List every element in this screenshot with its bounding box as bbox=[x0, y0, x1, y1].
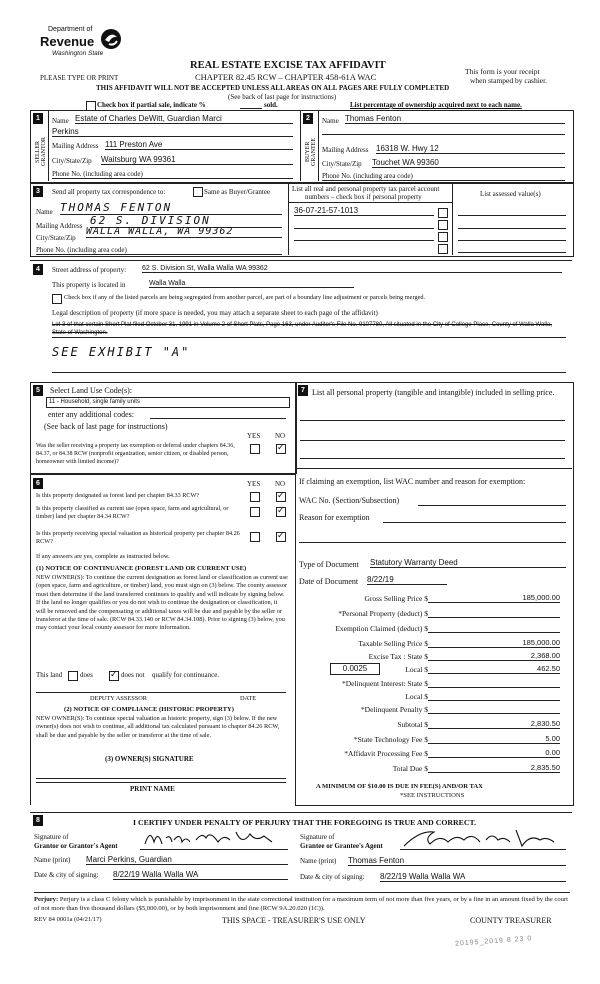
parcel-1-personal-checkbox[interactable] bbox=[438, 208, 448, 218]
percent-note: List percentage of ownership acquired next to each name. bbox=[350, 101, 522, 109]
forest-land-question: Is this property designated as forest land per chapter 84.33 RCW? bbox=[36, 492, 200, 499]
tax-name-field[interactable]: THOMAS FENTON bbox=[60, 201, 282, 215]
state-technology-fee-label: *State Technology Fee $ bbox=[353, 735, 428, 744]
wac-label: WAC No. (Section/Subsection) bbox=[299, 496, 400, 505]
exemption-no-checkbox[interactable] bbox=[276, 444, 286, 454]
section-5-yes: YES bbox=[247, 432, 261, 440]
forest-no-checkbox[interactable] bbox=[276, 492, 286, 502]
forest-yes-checkbox[interactable] bbox=[250, 492, 260, 502]
buyer-name-label: Name bbox=[322, 117, 339, 125]
seller-city-field[interactable]: Waitsburg WA 99361 bbox=[101, 155, 293, 165]
personal-property-label: List all personal property (tangible and intangible) included in selling price. bbox=[312, 388, 555, 397]
buyer-city-field[interactable]: Touchet WA 99360 bbox=[372, 158, 565, 168]
receipt-note-2: when stamped by cashier. bbox=[470, 76, 548, 85]
document-date-field[interactable]: 8/22/19 bbox=[367, 575, 447, 585]
seller-mailing-label: Mailing Address bbox=[52, 142, 99, 150]
historic-question: Is this property receiving special valuation as historical property per chapter 84.26 RCW? bbox=[36, 530, 240, 545]
see-instructions-note: *SEE INSTRUCTIONS bbox=[400, 792, 465, 799]
tax-city-field[interactable]: WALLA WALLA, WA 99362 bbox=[86, 226, 282, 238]
see-exhibit-note: SEE EXHIBIT "A" bbox=[52, 345, 191, 359]
exemption-claimed-value[interactable] bbox=[428, 623, 560, 633]
document-date-label: Date of Document bbox=[299, 577, 359, 586]
parcel-list-header-2: numbers – check box if personal property bbox=[305, 193, 422, 201]
excise-state-label: Excise Tax : State $ bbox=[368, 652, 428, 661]
deputy-date-label: DATE bbox=[240, 695, 257, 702]
personal-property-deduct-label: *Personal Property (deduct) $ bbox=[338, 609, 428, 618]
treasurer-stamp: 20195_2019 8 23 0 bbox=[454, 935, 533, 948]
form-chapter: CHAPTER 82.45 RCW – CHAPTER 458-61A WAC bbox=[195, 72, 377, 82]
subtotal-value[interactable]: 2,830.50 bbox=[428, 719, 560, 729]
assessed-value-2[interactable] bbox=[458, 228, 566, 229]
section-4-badge: 4 bbox=[33, 264, 43, 275]
logo bbox=[40, 26, 110, 66]
taxable-selling-label: Taxable Selling Price $ bbox=[358, 639, 428, 648]
seller-phone-field[interactable]: Phone No. (including area code) bbox=[52, 170, 293, 179]
seller-name-field[interactable]: Estate of Charles DeWitt, Guardian Marci bbox=[75, 114, 293, 124]
partial-sale-label: Check box if partial sale, indicate % bbox=[97, 101, 206, 109]
taxable-selling-value[interactable]: 185,000.00 bbox=[428, 638, 560, 648]
perjury-text: Perjury is a class C felony which is punishable by imprisonment in the state correctional institution for a maximum term of not more than five years, or by a fine in an amount fixed by the court of not more than five thousand dollars ($5,000.00), or by both imprisonment and fine (RCW 9A.20.020 (1C)). bbox=[34, 896, 568, 912]
total-due-label: Total Due $ bbox=[392, 764, 428, 773]
section-3-badge: 3 bbox=[33, 186, 43, 197]
compliance-text: NEW OWNER(S): To continue special valuation as historic property, sign (3) below. If the new owner(s) does not wish to continue, all additional tax calculated pursuant to chapter 84.26 RCW, shall be due and payable by the seller or transferor at the time of sale. bbox=[36, 715, 280, 739]
current-use-no-checkbox[interactable] bbox=[276, 507, 286, 517]
legal-description-field[interactable]: Lot 3 of that certain Short Plat filed October 31, 1991 in Volume 2 of Short Plats, Page 163, under Auditor's File No. 9107780, All situated in the City of College Place, County of Walla Walla, State of Washington. bbox=[52, 321, 566, 338]
parcel-3-personal-checkbox[interactable] bbox=[438, 232, 448, 242]
grantor-date-city-label: Date & city of signing: bbox=[34, 871, 99, 879]
assessed-value-3[interactable] bbox=[458, 240, 566, 241]
buyer-mailing-label: Mailing Address bbox=[322, 146, 369, 154]
same-as-buyer-checkbox[interactable] bbox=[193, 187, 203, 197]
section-8-badge: 8 bbox=[33, 815, 43, 826]
total-due-value[interactable]: 2,835.50 bbox=[428, 763, 560, 773]
revision-number: REV 84 0001a (04/21/17) bbox=[34, 916, 102, 923]
located-in-label: This property is located in bbox=[52, 281, 126, 289]
historic-yes-checkbox[interactable] bbox=[250, 532, 260, 542]
grantor-signature-label-2: Grantor or Grantor's Agent bbox=[34, 842, 118, 850]
grantee-signature-label-1: Signature of bbox=[300, 833, 335, 841]
affidavit-processing-fee-label: *Affidavit Processing Fee $ bbox=[344, 749, 428, 758]
section-2-badge: 2 bbox=[303, 113, 313, 124]
logo-line3: Washington State bbox=[52, 50, 104, 57]
land-use-label: Select Land Use Code(s): bbox=[50, 386, 132, 395]
sold-label: sold. bbox=[264, 101, 278, 109]
seller-grantor-label: SELLER GRANTOR bbox=[35, 137, 47, 167]
owner-signature-field[interactable] bbox=[36, 778, 286, 779]
excise-local-value[interactable]: 462.50 bbox=[428, 664, 560, 674]
if-yes-note: If any answers are yes, complete as instructed below. bbox=[36, 553, 170, 560]
street-address-label: Street address of property: bbox=[52, 266, 127, 274]
section-5-see-back: (See back of last page for instructions) bbox=[44, 422, 168, 431]
delinquent-interest-local-value[interactable] bbox=[428, 691, 560, 701]
exemption-yes-checkbox[interactable] bbox=[250, 444, 260, 454]
buyer-phone-field[interactable]: Phone No. (including area code) bbox=[322, 172, 565, 181]
exemption-question: Was the seller receiving a property tax exemption or deferral under chapters 84.36, 84.37, or 84.38 RCW (nonprofit organization, senior citizen, or disabled person, homeowner with limited income)? bbox=[36, 443, 235, 465]
parcel-2-personal-checkbox[interactable] bbox=[438, 220, 448, 230]
excise-local-label: Local $ bbox=[405, 665, 428, 674]
personal-property-field-3[interactable] bbox=[300, 458, 565, 459]
buyer-name-field[interactable]: Thomas Fenton bbox=[345, 114, 565, 124]
deputy-assessor-signature[interactable] bbox=[36, 692, 286, 693]
grantor-signature[interactable] bbox=[140, 826, 285, 850]
see-back-note: (See back of last page for instructions) bbox=[228, 93, 337, 101]
reason-field-1[interactable] bbox=[383, 522, 566, 523]
land-does-not-checkbox[interactable] bbox=[109, 671, 119, 681]
reason-field-2[interactable] bbox=[299, 542, 566, 543]
parcel-number-1[interactable]: 36-07-21-57-1013 bbox=[294, 206, 434, 216]
document-type-field[interactable]: Statutory Warranty Deed bbox=[370, 558, 566, 568]
minimum-due-note: A MINIMUM OF $10.00 IS DUE IN FEE(S) AND/OR TAX bbox=[316, 783, 483, 790]
delinquent-penalty-value[interactable] bbox=[428, 704, 560, 714]
additional-codes-label: enter any additional codes: bbox=[48, 410, 134, 419]
personal-property-field-1[interactable] bbox=[300, 420, 565, 421]
seller-name-label: Name bbox=[52, 117, 69, 125]
historic-no-checkbox[interactable] bbox=[276, 532, 286, 542]
section-5-badge: 5 bbox=[33, 385, 43, 396]
delinquent-penalty-label: *Delinquent Penalty $ bbox=[360, 705, 428, 714]
subtotal-label: Subtotal $ bbox=[397, 720, 428, 729]
buyer-mailing-field[interactable]: 16318 W. Hwy 12 bbox=[376, 144, 565, 154]
send-correspondence-label: Send all property tax correspondence to: bbox=[52, 188, 166, 196]
land-use-select[interactable]: 11 - Household, single family units bbox=[46, 397, 290, 408]
parcel-4-personal-checkbox[interactable] bbox=[438, 244, 448, 254]
owner-print-name-field[interactable] bbox=[36, 782, 286, 783]
logo-line2: Revenue bbox=[40, 34, 95, 49]
grantee-signature-label-2: Grantee or Grantee's Agent bbox=[300, 842, 383, 850]
same-as-buyer-label: Same as Buyer/Grantee bbox=[204, 188, 271, 196]
land-does-checkbox[interactable] bbox=[68, 671, 78, 681]
print-name-label: PRINT NAME bbox=[130, 785, 175, 793]
section-6-badge: 6 bbox=[33, 478, 43, 489]
assessed-value-1[interactable] bbox=[458, 215, 566, 216]
excise-state-value[interactable]: 2,368.00 bbox=[428, 651, 560, 661]
receipt-note-1: This form is your receipt bbox=[465, 67, 540, 76]
continuance-text: NEW OWNER(S): To continue the current designation as forest land or classification as current use (open space, farm and agriculture, or timber) land, you must sign on (3) below. The county assessor must then determine if the land transferred continues to qualify and will indicate by signing below. If the land no longer qualifies or you do not wish to continue the designation or classification, it will be removed and the compensating or additional taxes will be due and payable by the seller or transferor at the time of sale. (RCW 84.33.140 or RCW 84.34.108). Prior to signing (3) below, you may contact your local county assessor for more information. bbox=[36, 574, 288, 632]
certify-statement: I CERTIFY UNDER PENALTY OF PERJURY THAT THE FOREGOING IS TRUE AND CORRECT. bbox=[133, 818, 477, 827]
grantee-name-print-field[interactable]: Thomas Fenton bbox=[348, 856, 566, 866]
logo-line1: Department of bbox=[48, 26, 93, 33]
continuance-title: (1) NOTICE OF CONTINUANCE (FOREST LAND OR CURRENT USE) bbox=[36, 565, 247, 572]
grantor-name-print-label: Name (print) bbox=[34, 856, 71, 864]
deputy-assessor-label: DEPUTY ASSESSOR bbox=[90, 695, 147, 702]
qualify-label: qualify for continuance. bbox=[152, 671, 220, 679]
grantee-date-city-label: Date & city of signing: bbox=[300, 873, 365, 881]
section-1-badge: 1 bbox=[33, 113, 43, 124]
exemption-claimed-label: Exemption Claimed (deduct) $ bbox=[335, 624, 428, 633]
wac-field[interactable] bbox=[418, 505, 566, 506]
seller-mailing-field[interactable]: 111 Preston Ave bbox=[105, 140, 293, 150]
state-technology-fee-value[interactable]: 5.00 bbox=[428, 734, 560, 744]
form-title: REAL ESTATE EXCISE TAX AFFIDAVIT bbox=[190, 60, 386, 71]
street-address-field[interactable]: 62 S. Division St, Walla Walla WA 99362 bbox=[142, 265, 562, 273]
tax-city-label: City/State/Zip bbox=[36, 234, 76, 242]
tax-mailing-label: Mailing Address bbox=[36, 222, 83, 230]
parcel-number-2[interactable] bbox=[294, 228, 434, 229]
segregated-label: Check box if any of the listed parcels are being segregated from another parcel, are part of a boundary line adjustment or parcels being merged. bbox=[64, 294, 426, 301]
assessed-value-header: List assessed value(s) bbox=[480, 190, 541, 198]
compliance-title: (2) NOTICE OF COMPLIANCE (HISTORIC PROPERTY) bbox=[64, 706, 234, 713]
tax-phone-field[interactable]: Phone No. (including area code) bbox=[36, 246, 282, 255]
perjury-notice bbox=[34, 892, 570, 913]
grantee-name-print-label: Name (print) bbox=[300, 857, 337, 865]
this-land-label: This land bbox=[36, 671, 63, 679]
gross-selling-label: Gross Selling Price $ bbox=[364, 594, 428, 603]
reason-label: Reason for exemption bbox=[299, 513, 370, 522]
section-6-no: NO bbox=[275, 480, 286, 488]
grantor-signature-label-1: Signature of bbox=[34, 833, 69, 841]
personal-property-deduct-value[interactable] bbox=[428, 608, 560, 618]
gross-selling-value[interactable]: 185,000.00 bbox=[428, 593, 560, 603]
document-type-label: Type of Document bbox=[299, 560, 359, 569]
exemption-claim-label: If claiming an exemption, list WAC number and reason for exemption: bbox=[299, 477, 526, 486]
seller-city-label: City/State/Zip bbox=[52, 157, 92, 165]
land-does-not-label: does not bbox=[121, 671, 145, 679]
delinquent-interest-state-value[interactable] bbox=[428, 678, 560, 688]
owner-signature-label: (3) OWNER(S) SIGNATURE bbox=[105, 755, 194, 763]
section-7-badge: 7 bbox=[298, 385, 308, 396]
local-rate-box[interactable]: 0.0025 bbox=[330, 663, 380, 675]
county-treasurer-label: COUNTY TREASURER bbox=[470, 916, 552, 925]
parcel-number-3[interactable] bbox=[294, 240, 434, 241]
logo-swirl-icon bbox=[100, 28, 122, 50]
parcel-list-header-1: List all real and personal property tax parcel account bbox=[292, 185, 440, 193]
segregated-checkbox[interactable] bbox=[52, 294, 62, 304]
delinquent-interest-local-label: Local $ bbox=[405, 692, 428, 701]
perjury-label: Perjury: bbox=[34, 896, 59, 903]
grantee-signature[interactable] bbox=[400, 826, 560, 850]
partial-sale-percent[interactable] bbox=[240, 108, 262, 109]
current-use-question: Is this property classified as current use (open space, farm and agricultural, or timber) land per chapter 84.34 RCW? bbox=[36, 505, 229, 520]
additional-codes-field[interactable] bbox=[150, 418, 286, 419]
print-note: PLEASE TYPE OR PRINT bbox=[40, 74, 119, 82]
grantor-date-city-field[interactable]: 8/22/19 Walla Walla WA bbox=[113, 870, 288, 880]
buyer-grantee-label: BUYER GRANTEE bbox=[305, 138, 317, 166]
section-6-yes: YES bbox=[247, 480, 261, 488]
grantor-name-print-field[interactable]: Marci Perkins, Guardian bbox=[86, 855, 288, 865]
land-does-label: does bbox=[80, 671, 93, 679]
delinquent-interest-state-label: *Delinquent Interest: State $ bbox=[341, 679, 428, 688]
tax-name-label: Name bbox=[36, 208, 53, 216]
treasurer-space-label: THIS SPACE - TREASURER'S USE ONLY bbox=[222, 916, 366, 925]
located-in-field[interactable]: Walla Walla bbox=[149, 280, 354, 288]
buyer-city-label: City/State/Zip bbox=[322, 160, 362, 168]
form-warning: THIS AFFIDAVIT WILL NOT BE ACCEPTED UNLESS ALL AREAS ON ALL PAGES ARE FULLY COMPLETED bbox=[96, 84, 450, 92]
personal-property-field-2[interactable] bbox=[300, 440, 565, 441]
legal-description-label: Legal description of property (if more space is needed, you may attach a separate sheet to each page of the affidavit) bbox=[52, 309, 378, 317]
seller-name-field-2[interactable]: Perkins bbox=[52, 127, 293, 137]
assessed-value-4[interactable] bbox=[458, 252, 566, 253]
tax-mailing-field[interactable]: 62 S. DIVISION bbox=[90, 214, 282, 228]
affidavit-processing-fee-value[interactable]: 0.00 bbox=[428, 748, 560, 758]
section-5-no: NO bbox=[275, 432, 286, 440]
current-use-yes-checkbox[interactable] bbox=[250, 507, 260, 517]
grantee-date-city-field[interactable]: 8/22/19 Walla Walla WA bbox=[380, 872, 566, 882]
